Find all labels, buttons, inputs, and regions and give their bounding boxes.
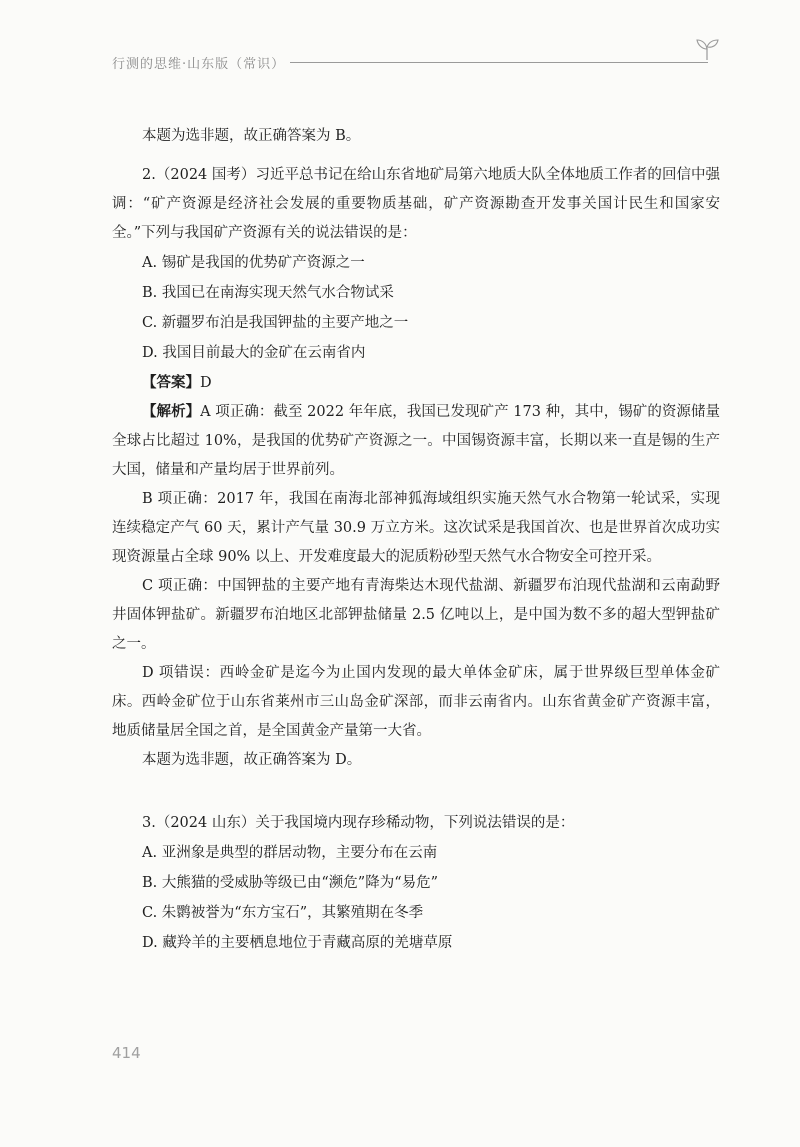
page-content xyxy=(112,122,720,958)
header-divider xyxy=(290,62,708,63)
running-header xyxy=(112,50,718,74)
question-2-option-c: C. 新疆罗布泊是我国钾盐的主要产地之一 xyxy=(142,315,409,331)
previous-question-conclusion: 本题为选非题，故正确答案为 B。 xyxy=(142,128,361,144)
section-gap xyxy=(112,775,720,809)
question-2-conclusion: 本题为选非题，故正确答案为 D。 xyxy=(142,752,362,768)
question-3-option-a: A. 亚洲象是典型的群居动物，主要分布在云南 xyxy=(142,845,438,861)
question-3-option-d: D. 藏羚羊的主要栖息地位于青藏高原的羌塘草原 xyxy=(142,935,453,951)
question-2-option-b: B. 我国已在南海实现天然气水合物试采 xyxy=(142,285,394,301)
running-header-title: 行测的思维·山东版（常识） xyxy=(112,57,286,72)
question-3-option-c: C. 朱鹮被誉为“东方宝石”，其繁殖期在冬季 xyxy=(142,905,424,921)
answer-line xyxy=(112,368,720,398)
analysis-option-c: C 项正确：中国钾盐的主要产地有青海柴达木现代盐湖、新疆罗布泊现代盐湖和云南勐野井固体钾盐矿。新疆罗布泊地区北部钾盐储量 2.5 亿吨以上，是中国为数不多的超大型钾盐矿之一。 xyxy=(112,578,720,652)
question-2-option-a: A. 锡矿是我国的优势矿产资源之一 xyxy=(142,255,365,271)
analysis-a-text: A 项正确：截至 2022 年年底，我国已发现矿产 173 种，其中，锡矿的资源储量全球占比超过 10%，是我国的优势矿产资源之一。中国锡资源丰富，长期以来一直是锡的生产大国，储量和产量均居于世界前列。 xyxy=(112,404,721,478)
analysis-option-a xyxy=(112,398,720,485)
analysis-option-d: D 项错误：西岭金矿是迄今为止国内发现的最大单体金矿床，属于世界级巨型单体金矿床。西岭金矿位于山东省莱州市三山岛金矿深部，而非云南省内。山东省黄金矿产资源丰富，地质储量居全国之首，是全国黄金产量第一大省。 xyxy=(112,665,720,739)
question-2-stem: 2.（2024 国考）习近平总书记在给山东省地矿局第六地质大队全体地质工作者的回信中强调：“矿产资源是经济社会发展的重要物质基础，矿产资源勘查开发事关国计民生和国家安全。”下列与我国矿产资源有关的说法错误的是： xyxy=(112,167,720,241)
sprout-icon xyxy=(694,36,720,62)
analysis-option-b: B 项正确：2017 年，我国在南海北部神狐海域组织实施天然气水合物第一轮试采，实现连续稳定产气 60 天，累计产气量 30.9 万立方米。这次试采是我国首次、也是世界首次成功实现资源量占全球 90% 以上、开发难度最大的泥质粉砂型天然气水合物安全可控开采。 xyxy=(112,491,720,565)
question-3-stem: 3.（2024 山东）关于我国境内现存珍稀动物，下列说法错误的是： xyxy=(142,815,575,831)
answer-value: D xyxy=(200,375,212,391)
question-2-option-d: D. 我国目前最大的金矿在云南省内 xyxy=(142,345,366,361)
answer-label: 【答案】 xyxy=(142,375,200,391)
page-number: 414 xyxy=(112,1044,141,1062)
analysis-label: 【解析】 xyxy=(142,404,201,420)
question-3-option-b: B. 大熊猫的受威胁等级已由“濒危”降为“易危” xyxy=(142,875,439,891)
